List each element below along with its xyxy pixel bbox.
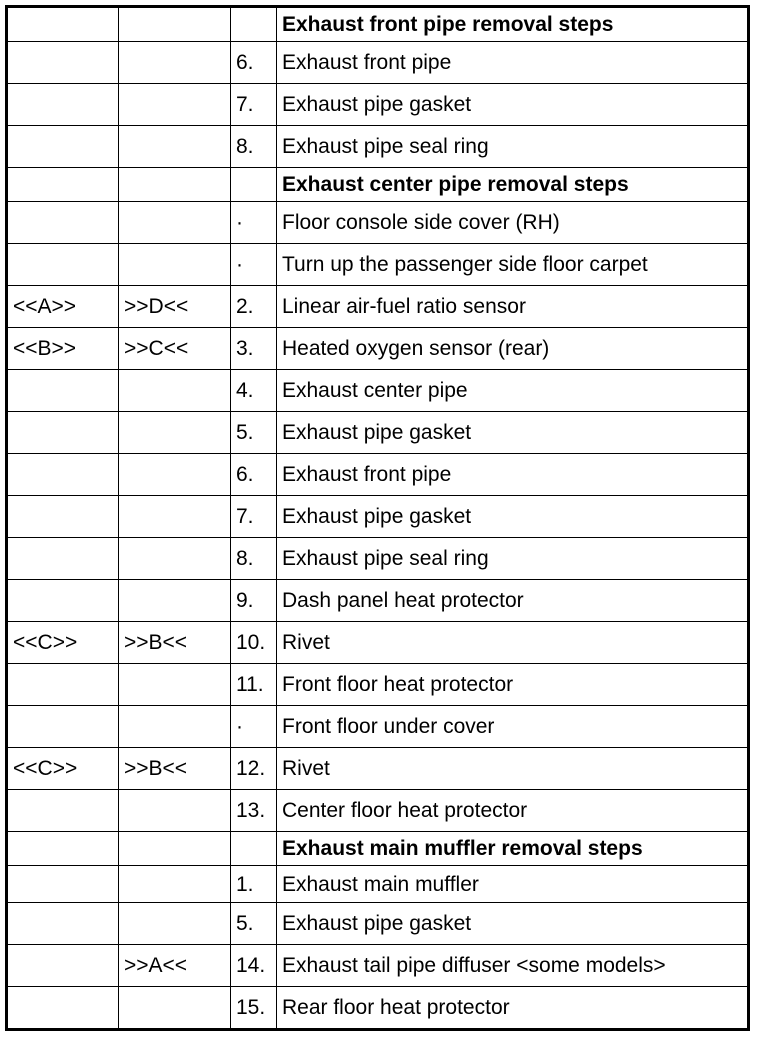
service-point-ref-cell <box>7 168 119 202</box>
installation-point-ref-cell <box>119 538 231 580</box>
part-name-cell: Exhaust pipe seal ring <box>277 538 749 580</box>
step-number-cell: 6. <box>231 42 277 84</box>
table-row <box>7 706 749 748</box>
step-number-cell: 13. <box>231 790 277 832</box>
installation-point-ref-cell: >>B<< <box>119 622 231 664</box>
table-row <box>7 790 749 832</box>
service-point-ref-cell <box>7 945 119 987</box>
installation-point-ref-cell: >>B<< <box>119 748 231 790</box>
table-row <box>7 945 749 987</box>
step-number-cell <box>231 832 277 866</box>
service-point-ref-cell <box>7 832 119 866</box>
table-row <box>7 454 749 496</box>
table-row <box>7 496 749 538</box>
installation-point-ref-cell <box>119 790 231 832</box>
service-point-ref-cell <box>7 903 119 945</box>
installation-point-ref-cell: >>D<< <box>119 286 231 328</box>
table-row <box>7 286 749 328</box>
service-point-ref-cell <box>7 706 119 748</box>
section-heading-cell: Exhaust front pipe removal steps <box>277 7 749 42</box>
installation-point-ref-cell <box>119 580 231 622</box>
installation-point-ref-cell <box>119 832 231 866</box>
step-number-cell: 8. <box>231 126 277 168</box>
step-number-cell: 15. <box>231 987 277 1030</box>
step-number-cell: 5. <box>231 412 277 454</box>
table-row <box>7 244 749 286</box>
step-number-cell: 9. <box>231 580 277 622</box>
installation-point-ref-cell <box>119 903 231 945</box>
installation-point-ref-cell <box>119 496 231 538</box>
service-point-ref-cell <box>7 42 119 84</box>
step-number-cell <box>231 7 277 42</box>
service-point-ref-cell <box>7 84 119 126</box>
section-heading-cell: Exhaust center pipe removal steps <box>277 168 749 202</box>
part-name-cell: Rivet <box>277 748 749 790</box>
removal-steps-body <box>7 7 749 1030</box>
service-point-ref-cell <box>7 126 119 168</box>
table-row <box>7 580 749 622</box>
part-name-cell: Front floor under cover <box>277 706 749 748</box>
installation-point-ref-cell <box>119 168 231 202</box>
step-number-cell: · <box>231 202 277 244</box>
service-point-ref-cell <box>7 496 119 538</box>
service-point-ref-cell: <<C>> <box>7 748 119 790</box>
table-row <box>7 328 749 370</box>
service-point-ref-cell <box>7 790 119 832</box>
table-row <box>7 370 749 412</box>
table-row <box>7 538 749 580</box>
installation-point-ref-cell <box>119 412 231 454</box>
step-number-cell: 14. <box>231 945 277 987</box>
removal-steps-table <box>5 5 750 1031</box>
service-point-ref-cell <box>7 580 119 622</box>
installation-point-ref-cell: >>A<< <box>119 945 231 987</box>
part-name-cell: Exhaust tail pipe diffuser <some models> <box>277 945 749 987</box>
part-name-cell: Exhaust front pipe <box>277 454 749 496</box>
part-name-cell: Exhaust center pipe <box>277 370 749 412</box>
installation-point-ref-cell <box>119 454 231 496</box>
installation-point-ref-cell <box>119 866 231 903</box>
service-point-ref-cell <box>7 7 119 42</box>
part-name-cell: Exhaust front pipe <box>277 42 749 84</box>
service-point-ref-cell: <<B>> <box>7 328 119 370</box>
step-number-cell: · <box>231 244 277 286</box>
installation-point-ref-cell <box>119 202 231 244</box>
service-point-ref-cell <box>7 538 119 580</box>
table-row <box>7 748 749 790</box>
table-row <box>7 126 749 168</box>
part-name-cell: Center floor heat protector <box>277 790 749 832</box>
part-name-cell: Rear floor heat protector <box>277 987 749 1030</box>
service-point-ref-cell <box>7 664 119 706</box>
step-number-cell: 6. <box>231 454 277 496</box>
table-row <box>7 42 749 84</box>
part-name-cell: Exhaust pipe seal ring <box>277 126 749 168</box>
step-number-cell: · <box>231 706 277 748</box>
table-row <box>7 84 749 126</box>
step-number-cell: 4. <box>231 370 277 412</box>
part-name-cell: Exhaust pipe gasket <box>277 496 749 538</box>
part-name-cell: Dash panel heat protector <box>277 580 749 622</box>
section-heading-row <box>7 7 749 42</box>
installation-point-ref-cell <box>119 7 231 42</box>
table-row <box>7 664 749 706</box>
service-point-ref-cell <box>7 866 119 903</box>
table-row <box>7 987 749 1030</box>
service-point-ref-cell <box>7 244 119 286</box>
installation-point-ref-cell <box>119 664 231 706</box>
table-row <box>7 866 749 903</box>
step-number-cell: 11. <box>231 664 277 706</box>
service-point-ref-cell: <<C>> <box>7 622 119 664</box>
part-name-cell: Linear air-fuel ratio sensor <box>277 286 749 328</box>
part-name-cell: Exhaust main muffler <box>277 866 749 903</box>
installation-point-ref-cell <box>119 370 231 412</box>
part-name-cell: Front floor heat protector <box>277 664 749 706</box>
step-number-cell <box>231 168 277 202</box>
installation-point-ref-cell <box>119 42 231 84</box>
table-row <box>7 202 749 244</box>
part-name-cell: Exhaust pipe gasket <box>277 412 749 454</box>
part-name-cell: Exhaust pipe gasket <box>277 903 749 945</box>
service-point-ref-cell <box>7 202 119 244</box>
step-number-cell: 5. <box>231 903 277 945</box>
table-row <box>7 412 749 454</box>
installation-point-ref-cell <box>119 706 231 748</box>
step-number-cell: 12. <box>231 748 277 790</box>
part-name-cell: Turn up the passenger side floor carpet <box>277 244 749 286</box>
table-row <box>7 622 749 664</box>
section-heading-row <box>7 168 749 202</box>
installation-point-ref-cell <box>119 244 231 286</box>
section-heading-cell: Exhaust main muffler removal steps <box>277 832 749 866</box>
service-point-ref-cell <box>7 412 119 454</box>
installation-point-ref-cell <box>119 987 231 1030</box>
installation-point-ref-cell <box>119 126 231 168</box>
service-point-ref-cell <box>7 987 119 1030</box>
table-row <box>7 903 749 945</box>
part-name-cell: Exhaust pipe gasket <box>277 84 749 126</box>
part-name-cell: Rivet <box>277 622 749 664</box>
service-point-ref-cell: <<A>> <box>7 286 119 328</box>
step-number-cell: 10. <box>231 622 277 664</box>
part-name-cell: Floor console side cover (RH) <box>277 202 749 244</box>
step-number-cell: 3. <box>231 328 277 370</box>
step-number-cell: 2. <box>231 286 277 328</box>
service-point-ref-cell <box>7 454 119 496</box>
installation-point-ref-cell: >>C<< <box>119 328 231 370</box>
step-number-cell: 1. <box>231 866 277 903</box>
installation-point-ref-cell <box>119 84 231 126</box>
service-point-ref-cell <box>7 370 119 412</box>
part-name-cell: Heated oxygen sensor (rear) <box>277 328 749 370</box>
step-number-cell: 8. <box>231 538 277 580</box>
step-number-cell: 7. <box>231 84 277 126</box>
section-heading-row <box>7 832 749 866</box>
step-number-cell: 7. <box>231 496 277 538</box>
